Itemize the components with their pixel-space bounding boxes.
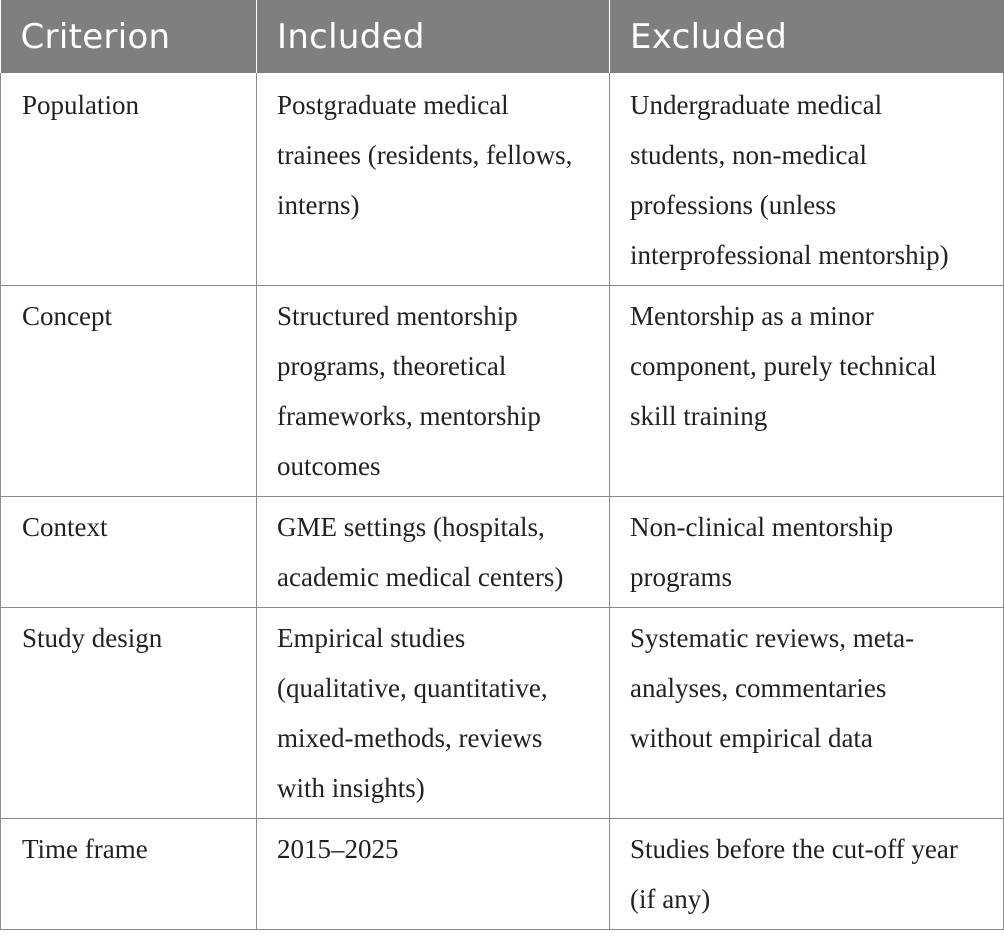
cell-line: Undergraduate medical (630, 90, 883, 120)
header-excluded: Excluded (610, 0, 1004, 73)
cell-line: GME settings (hospitals, (277, 512, 545, 542)
cell-line: Postgraduate medical (277, 90, 509, 120)
cell-line: (if any) (630, 884, 711, 914)
table-row (1, 497, 1004, 608)
table-row (1, 608, 1004, 819)
cell-line: programs, theoretical (277, 351, 507, 381)
excluded-cell (610, 73, 1004, 286)
excluded-cell (610, 286, 1004, 497)
cell-line: Context (22, 512, 108, 542)
excluded-cell (610, 608, 1004, 819)
cell-line: Systematic reviews, meta- (630, 623, 915, 653)
cell-line: skill training (630, 401, 768, 431)
cell-line: Population (22, 90, 140, 120)
cell-line: academic medical centers) (277, 562, 564, 592)
cell-line: (qualitative, quantitative, (277, 673, 548, 703)
cell-line: interprofessional mentorship) (630, 240, 949, 270)
cell-line: component, purely technical (630, 351, 937, 381)
criterion-cell (1, 497, 257, 608)
cell-line: professions (unless (630, 190, 837, 220)
cell-line: students, non-medical (630, 140, 867, 170)
criterion-cell (1, 608, 257, 819)
criterion-cell (1, 819, 257, 930)
cell-line: interns) (277, 190, 360, 220)
cell-line: Time frame (22, 834, 148, 864)
cell-line: with insights) (277, 773, 425, 803)
table-row (1, 819, 1004, 930)
cell-line: Concept (22, 301, 112, 331)
cell-line: outcomes (277, 451, 381, 481)
header-included: Included (257, 0, 610, 73)
cell-line: Non-clinical mentorship (630, 512, 894, 542)
excluded-cell (610, 497, 1004, 608)
cell-line: Empirical studies (277, 623, 466, 653)
cell-line: programs (630, 562, 732, 592)
cell-line: analyses, commentaries (630, 673, 887, 703)
cell-line: mixed-methods, reviews (277, 723, 543, 753)
excluded-cell (610, 819, 1004, 930)
cell-line: 2015–2025 (277, 834, 399, 864)
header-criterion: Criterion (1, 0, 257, 73)
included-cell (257, 286, 610, 497)
table-row (1, 286, 1004, 497)
included-cell (257, 819, 610, 930)
header-row (1, 0, 1004, 73)
cell-line: without empirical data (630, 723, 873, 753)
cell-line: trainees (residents, fellows, (277, 140, 573, 170)
cell-line: frameworks, mentorship (277, 401, 541, 431)
criterion-cell (1, 286, 257, 497)
cell-line: Mentorship as a minor (630, 301, 874, 331)
criterion-cell (1, 73, 257, 286)
cell-line: Study design (22, 623, 163, 653)
included-cell (257, 73, 610, 286)
included-cell (257, 497, 610, 608)
cell-line: Structured mentorship (277, 301, 518, 331)
cell-line: Studies before the cut-off year (630, 834, 958, 864)
included-cell (257, 608, 610, 819)
table-row (1, 73, 1004, 286)
